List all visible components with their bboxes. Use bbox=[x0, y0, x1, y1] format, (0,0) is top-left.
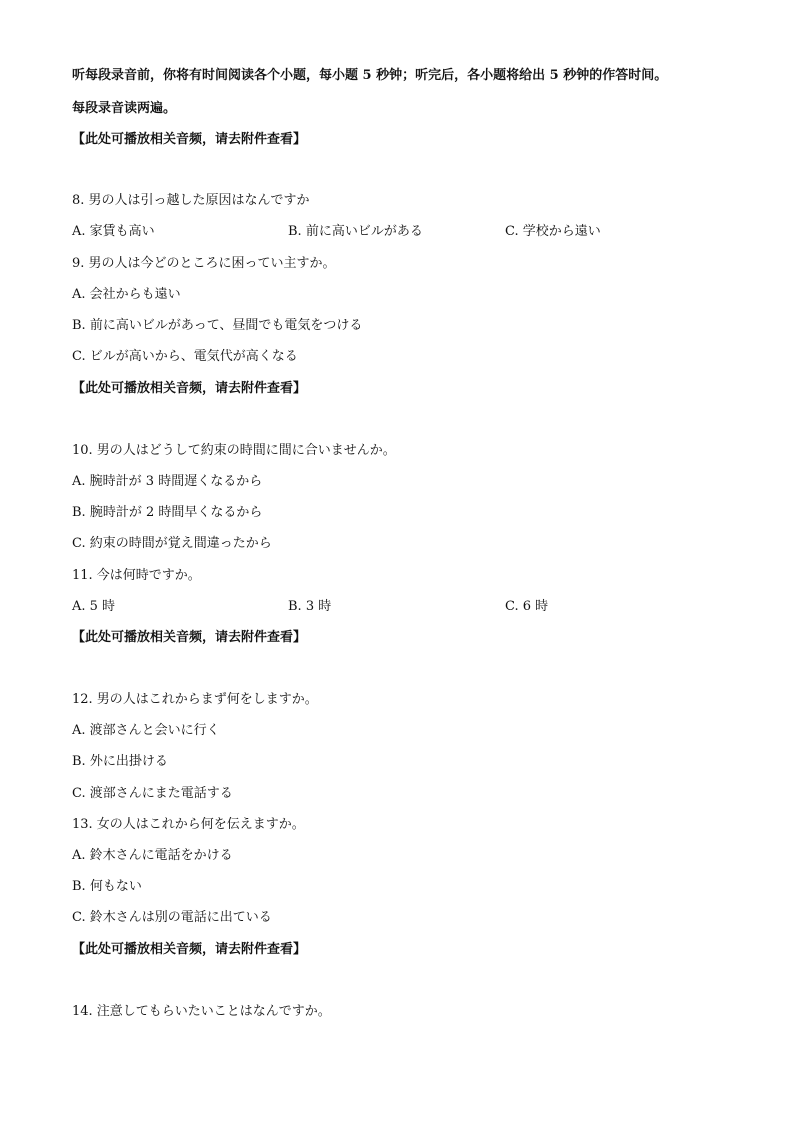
question-8-option-c: C. 学校から遠い bbox=[505, 224, 601, 239]
question-12-option-c: C. 渡部さんにまた電話する bbox=[72, 786, 233, 801]
question-13-option-a: A. 鈴木さんに電話をかける bbox=[72, 848, 233, 863]
question-11-option-c: C. 6 時 bbox=[505, 599, 549, 614]
question-8-stem: 8. 男の人は引っ越した原因はなんですか bbox=[72, 193, 310, 208]
question-13-option-b: B. 何もない bbox=[72, 879, 142, 894]
question-12-stem: 12. 男の人はこれからまず何をしますか。 bbox=[72, 692, 318, 707]
question-12-option-b: B. 外に出掛ける bbox=[72, 754, 168, 769]
audio-notice: 【此处可播放相关音频，请去附件查看】 bbox=[72, 132, 307, 147]
question-11-option-a: A. 5 時 bbox=[72, 599, 116, 614]
instruction-line-1: 听每段录音前，你将有时间阅读各个小题，每小题 5 秒钟；听完后，各小题将给出 5 秒钟的作答时间。 bbox=[72, 68, 668, 83]
question-9-option-a: A. 会社からも遠い bbox=[72, 287, 181, 302]
question-13-stem: 13. 女の人はこれから何を伝えますか。 bbox=[72, 817, 305, 832]
question-10-option-c: C. 約束の時間が覚え間違ったから bbox=[72, 536, 272, 551]
question-8-option-a: A. 家賃も高い bbox=[72, 224, 155, 239]
audio-notice: 【此处可播放相关音频，请去附件查看】 bbox=[72, 381, 307, 396]
question-11-stem: 11. 今は何時ですか。 bbox=[72, 568, 201, 583]
question-10-option-a: A. 腕時計が 3 時間遅くなるから bbox=[72, 474, 263, 489]
question-9-stem: 9. 男の人は今どのところに困ってい主すか。 bbox=[72, 256, 336, 271]
question-10-stem: 10. 男の人はどうして約束の時間に間に合いませんか。 bbox=[72, 443, 396, 458]
question-12-option-a: A. 渡部さんと会いに行く bbox=[72, 723, 220, 738]
instruction-line-2: 每段录音读两遍。 bbox=[72, 101, 177, 116]
audio-notice: 【此处可播放相关音频，请去附件查看】 bbox=[72, 630, 307, 645]
question-13-option-c: C. 鈴木さんは別の電話に出ている bbox=[72, 910, 272, 925]
question-14-stem: 14. 注意してもらいたいことはなんですか。 bbox=[72, 1004, 331, 1019]
audio-notice: 【此处可播放相关音频，请去附件查看】 bbox=[72, 942, 307, 957]
question-11-option-b: B. 3 時 bbox=[288, 599, 332, 614]
question-9-option-b: B. 前に高いビルがあって、昼間でも電気をつける bbox=[72, 318, 363, 333]
question-10-option-b: B. 腕時計が 2 時間早くなるから bbox=[72, 505, 263, 520]
question-9-option-c: C. ビルが高いから、電気代が高くなる bbox=[72, 349, 298, 364]
question-8-option-b: B. 前に高いビルがある bbox=[288, 224, 423, 239]
